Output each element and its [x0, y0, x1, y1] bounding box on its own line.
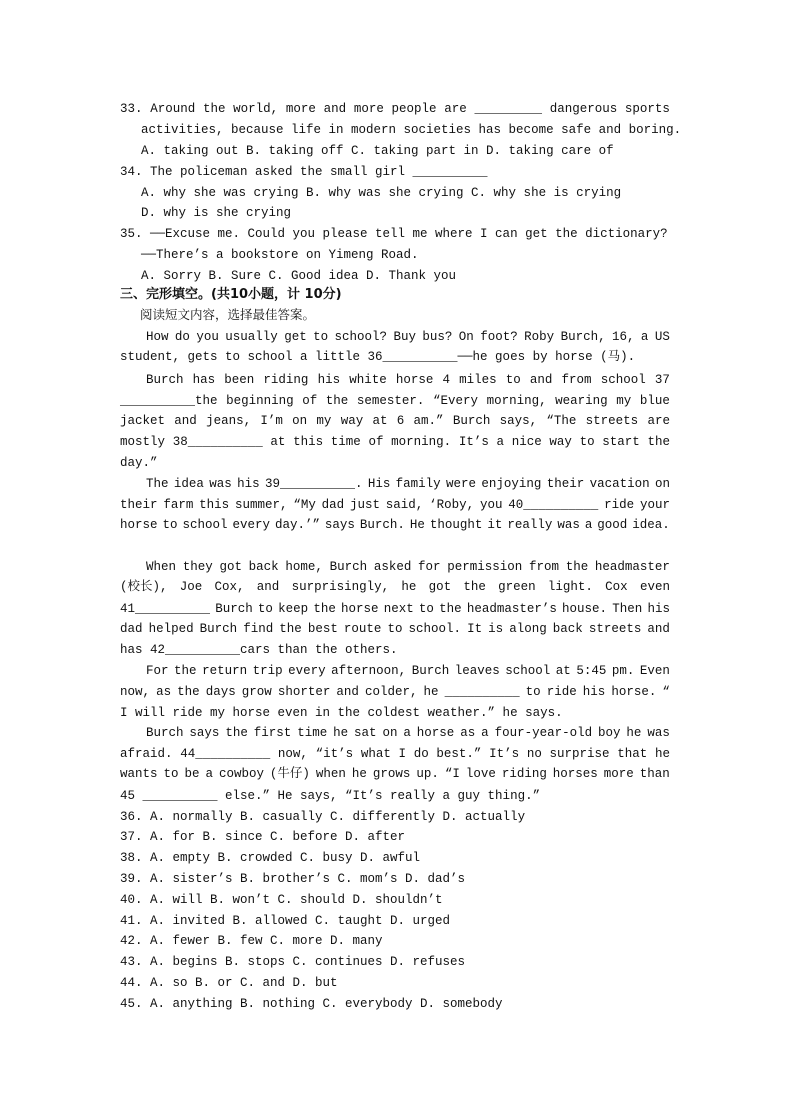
word: just [349, 498, 380, 512]
word: to [525, 685, 541, 699]
passage-p5-line-2 [120, 682, 670, 702]
word: at [270, 435, 286, 449]
word: __________ [444, 685, 520, 699]
word: his [582, 685, 606, 699]
word: mostly [120, 435, 166, 449]
word: sports [624, 102, 670, 116]
word: the [463, 580, 486, 594]
word: helped [148, 622, 194, 636]
question-34-options-2: D. why is she crying [141, 206, 292, 220]
word: Even [639, 664, 670, 678]
word: streets [585, 414, 639, 428]
word: pm. [611, 664, 635, 678]
question-34-stem: 34. The policeman asked the small girl __________ [120, 165, 488, 179]
word: more [285, 102, 316, 116]
word: next [383, 602, 414, 616]
word: Then [612, 602, 643, 616]
word: this [293, 435, 324, 449]
word: horse. [611, 685, 657, 699]
word: sat [354, 726, 377, 740]
word: says [324, 518, 355, 532]
word: 6 [396, 414, 405, 428]
answer-option-41: 41. A. invited B. allowed C. taught D. urged [120, 914, 451, 928]
word: at [555, 664, 571, 678]
word: horse [341, 602, 379, 616]
word: to [163, 767, 179, 781]
word: Burch [199, 622, 238, 636]
passage-p5-line-3: I will ride my horse even in the coldest weather.” he says. [120, 706, 563, 720]
passage-p1-line-2: student, gets to school a little 36__________──he goes by horse (马). [120, 350, 636, 364]
answer-option-42: 42. A. fewer B. few C. more D. many [120, 934, 383, 948]
word: is [488, 622, 504, 636]
word: to [313, 330, 329, 344]
answer-option-36: 36. A. normally B. casually C. differently D. actually [120, 810, 526, 824]
word: route [343, 622, 382, 636]
word: Burch [411, 664, 450, 678]
word: “My [293, 498, 316, 512]
word: and [336, 685, 359, 699]
word: idea. [632, 518, 670, 532]
word: dad [120, 622, 143, 636]
word: world, [233, 102, 279, 116]
word: more [603, 767, 634, 781]
word: white [349, 373, 387, 387]
passage-p3-line-1 [146, 474, 670, 494]
word: wants [120, 767, 158, 781]
word: it [487, 518, 503, 532]
word: How [146, 330, 169, 344]
word: the [202, 102, 226, 116]
word: their [120, 498, 158, 512]
word: were [446, 477, 477, 491]
word: the [177, 685, 200, 699]
word: riding [501, 767, 547, 781]
word: at [372, 414, 388, 428]
word: from [528, 560, 559, 574]
word: horse [395, 373, 434, 387]
word: “ [662, 685, 670, 699]
passage-p4-line-2 [120, 577, 670, 597]
word: was [209, 477, 232, 491]
word: a [640, 330, 649, 344]
word: grows [372, 767, 411, 781]
word: school. [408, 622, 462, 636]
question-34-options-1: A. why she was crying B. why was she crying C. why she is crying [141, 186, 622, 200]
word: Burch. [359, 518, 405, 532]
word: are [444, 102, 467, 116]
word: your [639, 498, 670, 512]
word: along [509, 622, 547, 636]
word: got [219, 560, 242, 574]
word: on [654, 477, 670, 491]
word: really [507, 518, 553, 532]
passage-p6-line-2 [120, 744, 670, 764]
word: was [557, 518, 580, 532]
word: Joe [179, 580, 203, 594]
word: grow [241, 685, 272, 699]
word: foot? [480, 330, 518, 344]
word: ‘Roby, [429, 498, 475, 512]
section-3-instruction: 阅读短文内容，选择最佳答案。 [140, 307, 316, 322]
word: he [351, 767, 367, 781]
word: riding [263, 373, 309, 387]
passage-p2-line-2 [120, 391, 670, 411]
word: a [403, 726, 411, 740]
word: afternoon, [331, 664, 407, 678]
passage-p3-line-2 [120, 495, 670, 515]
word: said, [385, 498, 424, 512]
word: For [146, 664, 169, 678]
word: more [353, 102, 384, 116]
question-35-options: A. Sorry B. Sure C. Good idea D. Thank you [141, 269, 457, 283]
word: 16, [611, 330, 635, 344]
word: leaves [454, 664, 500, 678]
word: jacket [120, 414, 166, 428]
word: every [232, 518, 270, 532]
word: he [626, 726, 642, 740]
word: as [460, 726, 476, 740]
passage-p5-line-1 [146, 661, 670, 681]
word: says [189, 726, 220, 740]
word: you [479, 498, 503, 512]
word: I [398, 747, 407, 761]
word: the [279, 622, 302, 636]
passage-p4-line-1 [146, 557, 670, 577]
passage-p4-line-5: has 42__________cars than the others. [120, 643, 398, 657]
question-35-line-2: ──There’s a bookstore on Yimeng Road. [141, 248, 419, 262]
word: Burch [146, 373, 184, 387]
word: school [182, 518, 228, 532]
word: (校长), [120, 580, 168, 594]
word: even [639, 580, 670, 594]
word: asked [373, 560, 412, 574]
word: than [639, 767, 670, 781]
word: every [288, 664, 326, 678]
word: enjoying [481, 477, 542, 491]
section-3-title: 三、完形填空。(共10小题，计 10分) [120, 287, 342, 302]
word: a [205, 767, 213, 781]
word: and [323, 102, 347, 116]
word: to [505, 373, 521, 387]
word: headmaster [594, 560, 670, 574]
word: on [292, 414, 308, 428]
word: school? [334, 330, 388, 344]
word: morning, [486, 394, 547, 408]
word: His [367, 477, 391, 491]
word: 40__________ [508, 498, 599, 512]
word: people [391, 102, 437, 116]
word: he [333, 726, 349, 740]
question-33-line-2: activities, because life in modern societies has become safe and boring. [141, 123, 682, 137]
word: no [526, 747, 542, 761]
word: was [647, 726, 670, 740]
answer-option-37: 37. A. for B. since C. before D. after [120, 830, 406, 844]
word: get [284, 330, 307, 344]
word: Burch [146, 726, 184, 740]
word: their [546, 477, 585, 491]
word: On [458, 330, 474, 344]
word: When [146, 560, 177, 574]
word: the [439, 602, 462, 616]
word: shorter [277, 685, 331, 699]
word: 39__________. [264, 477, 363, 491]
word: It’s [458, 435, 489, 449]
word: best [307, 622, 338, 636]
word: time [297, 726, 328, 740]
word: and [647, 622, 670, 636]
word: the [565, 560, 589, 574]
word: time [330, 435, 361, 449]
word: home, [285, 560, 323, 574]
word: am.” [413, 414, 444, 428]
word: way [340, 414, 364, 428]
passage-p4-line-3 [120, 599, 670, 619]
word: ride [546, 685, 577, 699]
word: way [549, 435, 572, 449]
word: house. [562, 602, 608, 616]
word: to [579, 435, 595, 449]
word: 5:45 [576, 664, 607, 678]
passage-p3-line-3 [120, 515, 670, 535]
word: back [552, 622, 583, 636]
answer-option-39: 39. A. sister’s B. brother’s C. mom’s D. dad’s [120, 872, 466, 886]
word: surprisingly, [291, 580, 390, 594]
word: horse [120, 518, 158, 532]
word: be [184, 767, 200, 781]
question-33-line-1 [120, 99, 670, 119]
word: I’m [260, 414, 283, 428]
word: 33. [120, 102, 143, 116]
word: Roby [524, 330, 555, 344]
word: Burch [452, 414, 491, 428]
word: what [360, 747, 391, 761]
word: to [162, 518, 178, 532]
word: light. [547, 580, 593, 594]
word: He [409, 518, 425, 532]
passage-p2-line-4 [120, 432, 670, 452]
word: back [248, 560, 279, 574]
word: “Every [432, 394, 478, 408]
word: of [368, 435, 384, 449]
word: they [182, 560, 213, 574]
word: nice [511, 435, 542, 449]
question-33-options: A. taking out B. taking off C. taking part in D. taking care of [141, 144, 614, 158]
word: Cox [605, 580, 628, 594]
word: he [654, 747, 670, 761]
word: keep [278, 602, 309, 616]
word: semester. [356, 394, 425, 408]
word: surprise [549, 747, 610, 761]
word: (牛仔) [269, 767, 310, 781]
word: __________the [120, 394, 218, 408]
answer-option-43: 43. A. begins B. stops C. continues D. refuses [120, 955, 466, 969]
word: start [602, 435, 640, 449]
word: day.’” [274, 518, 320, 532]
word: 41__________ [120, 602, 211, 616]
word: “it’s [315, 747, 354, 761]
word: Cox, [214, 580, 245, 594]
passage-p6-line-3 [120, 764, 670, 784]
word: usually [225, 330, 278, 344]
word: _________ [474, 102, 542, 116]
word: he [423, 685, 439, 699]
word: horse [416, 726, 455, 740]
word: It [467, 622, 483, 636]
word: my [616, 394, 632, 408]
passage-p2-line-5: day.” [120, 456, 158, 470]
word: as [156, 685, 172, 699]
word: Burch [215, 602, 253, 616]
word: when [315, 767, 346, 781]
word: this [199, 498, 230, 512]
word: got [428, 580, 452, 594]
word: and [174, 414, 197, 428]
word: up. [416, 767, 439, 781]
answer-option-40: 40. A. will B. won’t C. should D. shouldn’t [120, 893, 443, 907]
word: US [654, 330, 670, 344]
word: family [395, 477, 441, 491]
word: 44__________ [180, 747, 271, 761]
word: four-year-old [494, 726, 593, 740]
word: “The [546, 414, 577, 428]
word: now, [277, 747, 308, 761]
word: horses [552, 767, 598, 781]
word: It’s [489, 747, 520, 761]
word: afraid. [120, 747, 173, 761]
word: been [224, 373, 255, 387]
word: from [561, 373, 592, 387]
word: the [174, 664, 197, 678]
word: boy [598, 726, 621, 740]
word: Burch, [560, 330, 606, 344]
word: days [205, 685, 236, 699]
word: to [418, 602, 434, 616]
word: trip [252, 664, 283, 678]
word: wearing [555, 394, 608, 408]
word: says, [499, 414, 538, 428]
word: he [401, 580, 417, 594]
word: of [302, 394, 318, 408]
word: school [600, 373, 646, 387]
word: bus? [422, 330, 453, 344]
passage-p4-line-4 [120, 619, 670, 639]
word: the [313, 602, 336, 616]
word: first [253, 726, 292, 740]
word: the [647, 435, 670, 449]
word: Around [150, 102, 196, 116]
word: ride [604, 498, 635, 512]
word: his [647, 602, 670, 616]
question-35-line-1: 35. ──Excuse me. Could you please tell me where I can get the dictionary? [120, 227, 668, 241]
word: are [647, 414, 670, 428]
word: and [256, 580, 280, 594]
word: for [418, 560, 441, 574]
answer-option-38: 38. A. empty B. crowded C. busy D. awful [120, 851, 421, 865]
word: The [146, 477, 169, 491]
word: Burch [329, 560, 368, 574]
word: return [202, 664, 248, 678]
word: jeans, [206, 414, 252, 428]
word: beginning [226, 394, 294, 408]
passage-p6-line-4: 45 __________ else.” He says, “It’s really a guy thing.” [120, 789, 541, 803]
word: headmaster’s [466, 602, 557, 616]
word: on [382, 726, 398, 740]
word: to [257, 602, 273, 616]
word: 37 [654, 373, 670, 387]
word: that [617, 747, 648, 761]
word: dangerous [549, 102, 618, 116]
word: streets [588, 622, 642, 636]
word: “I [444, 767, 460, 781]
answer-option-45: 45. A. anything B. nothing C. everybody D. somebody [120, 997, 503, 1011]
word: do [174, 330, 190, 344]
passage-p1-line-1 [146, 327, 670, 347]
passage-p2-line-1 [146, 370, 670, 390]
word: a [496, 435, 505, 449]
word: thought [429, 518, 483, 532]
word: vacation [589, 477, 650, 491]
word: my [316, 414, 332, 428]
word: and [529, 373, 553, 387]
word: morning. [391, 435, 452, 449]
word: has [192, 373, 216, 387]
word: school [505, 664, 551, 678]
word: 38__________ [172, 435, 263, 449]
word: do [413, 747, 429, 761]
word: best.” [436, 747, 482, 761]
word: idea [173, 477, 204, 491]
word: green [498, 580, 536, 594]
answer-option-44: 44. A. so B. or C. and D. but [120, 976, 338, 990]
word: blue [639, 394, 670, 408]
word: his [317, 373, 341, 387]
word: the [225, 726, 248, 740]
word: a [584, 518, 593, 532]
word: miles [459, 373, 497, 387]
word: permission [447, 560, 523, 574]
word: his [237, 477, 260, 491]
word: the [325, 394, 349, 408]
word: colder, [364, 685, 418, 699]
word: a [481, 726, 489, 740]
word: dad [321, 498, 345, 512]
word: cowboy [218, 767, 264, 781]
word: now, [120, 685, 151, 699]
passage-p2-line-3 [120, 411, 670, 431]
word: summer, [234, 498, 288, 512]
word: 4 [442, 373, 450, 387]
word: to [387, 622, 403, 636]
word: find [243, 622, 274, 636]
word: you [196, 330, 219, 344]
word: love [465, 767, 496, 781]
passage-p6-line-1 [146, 723, 670, 743]
word: good [597, 518, 628, 532]
word: farm [163, 498, 194, 512]
word: Buy [393, 330, 416, 344]
